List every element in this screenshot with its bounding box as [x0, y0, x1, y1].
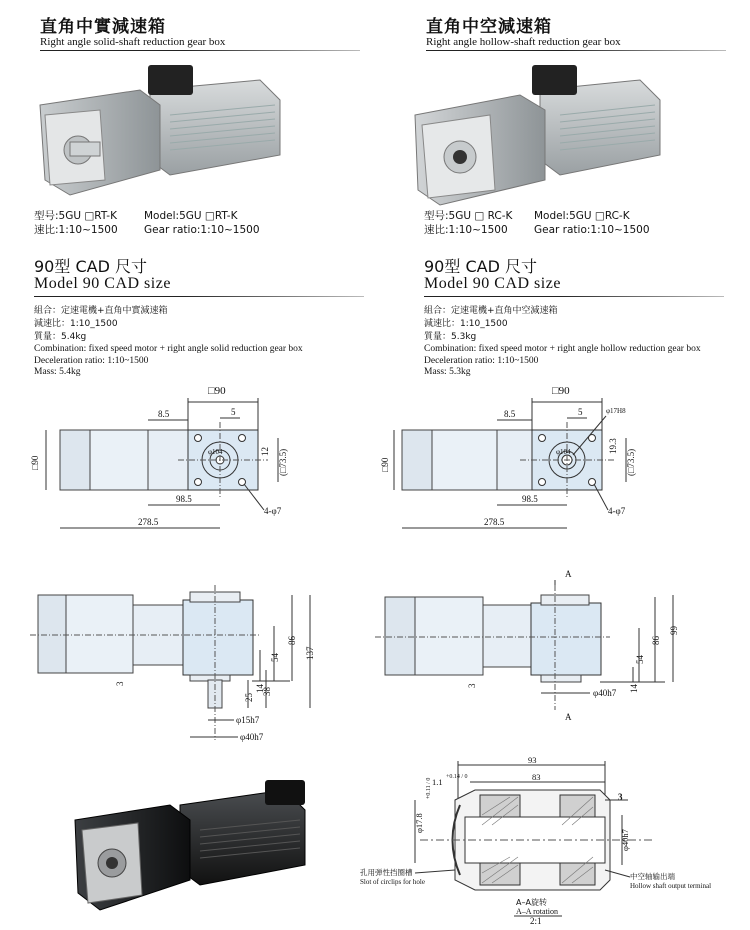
left-dim-3: 3: [115, 681, 125, 686]
right-decel-cn: 減速比：1:10_1500: [424, 319, 508, 329]
right-combo-en: Combination: fixed speed motor + right angle hollow reduction gear box: [424, 344, 701, 354]
left-dim-86: 86: [287, 636, 297, 645]
section-terminal-cn: 中空轴输出端: [630, 872, 675, 881]
right-dim-98-5: 98.5: [522, 494, 538, 504]
right-mass-en: Mass: 5.3kg: [424, 367, 471, 377]
right-section-mark-bottom: A: [565, 712, 572, 722]
left-dim-12: 12: [260, 447, 270, 456]
section-slot-cn: 孔用弹性挡圈槽: [360, 868, 413, 877]
right-dim-19-3: 19.3: [608, 438, 618, 454]
left-combo-cn: 組合：定速電機+直角中實減速箱: [34, 306, 168, 316]
right-section-mark-top: A: [565, 569, 572, 579]
section-rotation-en: A–A rotation: [516, 907, 558, 916]
section-dim-40h7: φ40h7: [620, 829, 630, 851]
right-dim-104: φ104: [556, 448, 571, 456]
left-title-en: Right angle solid-shaft reduction gear box: [40, 36, 226, 48]
section-terminal-en: Hollow shaft output terminal: [630, 882, 712, 890]
left-dim-137: 137: [305, 646, 315, 660]
left-mass-cn: 質量：5.4kg: [34, 332, 87, 342]
left-dim-90: □90: [30, 455, 40, 470]
section-rotation-cn: A–A旋转: [516, 898, 547, 907]
section-dim-17-8-tol: +0.11 / 0: [426, 777, 432, 799]
right-cad-title-en: Model 90 CAD size: [424, 275, 561, 292]
right-side-view-drawing: [375, 565, 695, 730]
section-view-drawing: [360, 755, 735, 925]
section-slot-en: Slot of circlips for hole: [360, 878, 425, 886]
right-description: [424, 303, 701, 379]
right-dim-99: 99: [669, 626, 679, 635]
right-spec-ratio-cn: 速比:1:10~1500: [424, 224, 508, 236]
right-title-rule: [426, 50, 726, 51]
section-dim-93: 93: [528, 755, 537, 765]
right-dim-90: □90: [380, 457, 390, 472]
right-title-en: Right angle hollow-shaft reduction gear box: [426, 36, 621, 48]
left-spec-model-cn: 型号:5GU □RT-K: [34, 210, 117, 222]
right-decel-en: Deceleration ratio: 1:10~1500: [424, 355, 539, 366]
left-dim-98-5: 98.5: [176, 494, 192, 504]
right-dim-sq: □90: [552, 385, 570, 397]
section-dim-1-1: 1.1: [432, 777, 443, 787]
left-mass-en: Mass: 5.4kg: [34, 367, 81, 377]
left-side-view-drawing: [30, 580, 350, 750]
right-spec-cn: [424, 209, 512, 237]
right-dim-17h8: φ17H8: [606, 407, 626, 415]
right-cad-title-cn: 90型 CAD 尺寸: [424, 257, 537, 276]
left-spec-en: [144, 209, 260, 237]
left-spec-model-en: Model:5GU □RT-K: [144, 210, 238, 222]
right-dim-86: 86: [651, 636, 661, 645]
right-spec-model-cn: 型号:5GU □ RC-K: [424, 210, 513, 222]
right-dim-40h7: φ40h7: [593, 688, 617, 698]
left-dim-278-5: 278.5: [138, 517, 159, 527]
left-black-product-photo: [70, 775, 320, 915]
right-combo-cn: 組合：定速電機+直角中空減速箱: [424, 306, 558, 316]
right-cad-rule: [424, 296, 724, 297]
section-dim-1-1-tol: +0.14 / 0: [446, 774, 468, 780]
right-front-view-drawing: [380, 380, 720, 540]
right-product-photo: [410, 60, 670, 210]
section-dim-83: 83: [532, 772, 541, 782]
left-decel-en: Deceleration ratio: 1:10~1500: [34, 355, 149, 366]
left-cad-title-en: Model 90 CAD size: [34, 275, 171, 292]
left-front-view-drawing: [28, 380, 358, 540]
section-dim-3: 3: [618, 792, 623, 802]
left-dim-25: 25: [244, 693, 254, 702]
right-dim-3: 3: [467, 683, 477, 688]
left-dim-5: 5: [231, 407, 236, 417]
left-cad-title-cn: 90型 CAD 尺寸: [34, 257, 147, 276]
left-dim-14: 14: [255, 684, 265, 693]
left-spec-ratio-en: Gear ratio:1:10~1500: [144, 224, 260, 236]
right-dim-holes: 4-φ7: [608, 506, 626, 516]
left-cad-rule: [34, 296, 364, 297]
left-dim-15h7: φ15h7: [236, 715, 260, 725]
section-scale: 2:1: [530, 916, 542, 925]
left-spec-cn: [34, 209, 118, 237]
left-product-photo: [30, 60, 290, 200]
left-dim-54: 54: [270, 653, 280, 662]
left-description: [34, 303, 303, 379]
left-dim-73-5: (□73.5): [278, 448, 288, 476]
right-dim-5: 5: [578, 407, 583, 417]
left-dim-104: φ104: [208, 448, 223, 456]
left-spec-ratio-cn: 速比:1:10~1500: [34, 224, 118, 236]
left-dim-8-5: 8.5: [158, 409, 170, 419]
right-spec-model-en: Model:5GU □RC-K: [534, 210, 630, 222]
left-dim-40h7: φ40h7: [240, 732, 264, 742]
right-dim-73-5: (□73.5): [626, 448, 636, 476]
left-decel-cn: 減速比：1:10_1500: [34, 319, 118, 329]
right-dim-54: 54: [635, 655, 645, 664]
right-spec-en: [534, 209, 650, 237]
right-dim-14: 14: [629, 684, 639, 693]
right-spec-ratio-en: Gear ratio:1:10~1500: [534, 224, 650, 236]
right-title-cn: 直角中空減速箱: [426, 17, 552, 37]
right-dim-278-5: 278.5: [484, 517, 505, 527]
left-combo-en: Combination: fixed speed motor + right angle solid reduction gear box: [34, 344, 303, 354]
left-title-cn: 直角中實減速箱: [40, 17, 166, 37]
left-title-rule: [40, 50, 360, 51]
section-dim-17-8: φ17.8: [414, 813, 424, 833]
left-dim-sq: □90: [208, 385, 226, 397]
left-dim-38: 38: [262, 687, 272, 696]
right-mass-cn: 質量：5.3kg: [424, 332, 477, 342]
left-dim-holes: 4-φ7: [264, 506, 282, 516]
right-dim-8-5: 8.5: [504, 409, 516, 419]
